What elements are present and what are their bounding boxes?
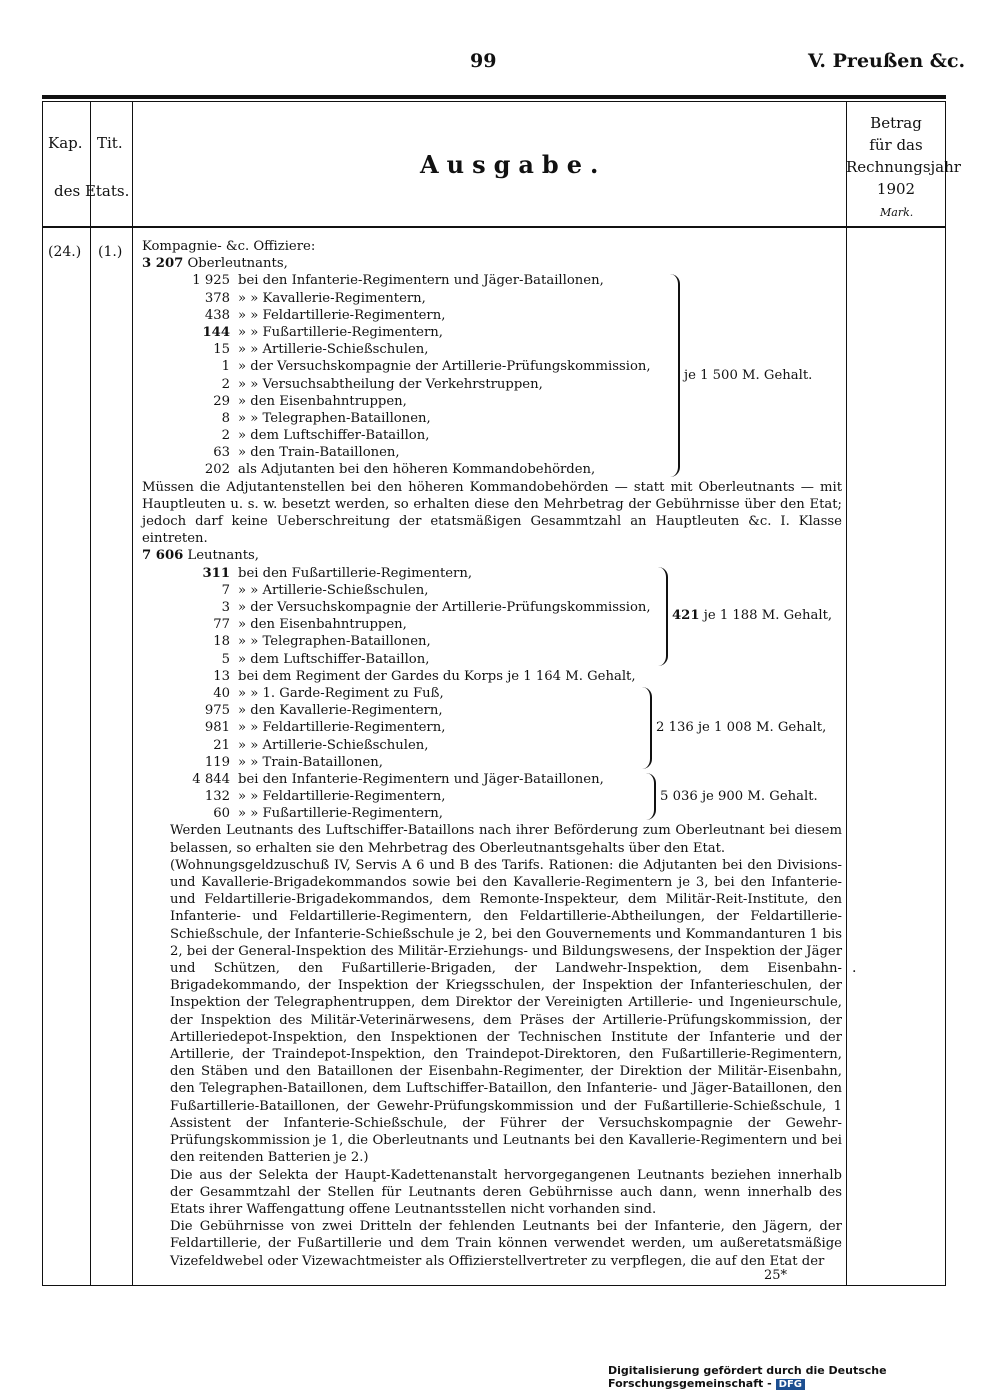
list-item [142, 410, 842, 427]
count: 40 [213, 685, 230, 701]
amount-header [846, 112, 961, 200]
top-rule [42, 95, 946, 99]
count: 29 [213, 393, 230, 409]
leutnants-group-3 [142, 771, 842, 823]
brace [642, 687, 652, 769]
count: 438 [204, 307, 230, 323]
pay-rate [656, 719, 826, 736]
right-border [945, 101, 946, 1286]
item-text: » » Artillerie-Schießschulen, [238, 737, 429, 753]
count: 144 [202, 324, 230, 340]
item-text: bei den Infanterie-Regimentern und Jäger-Bataillonen, [238, 771, 604, 787]
item-text: » » Fußartillerie-Regimentern, [238, 324, 443, 340]
count: 311 [202, 565, 230, 581]
item-text: » » Telegraphen-Bataillonen, [238, 634, 431, 650]
list-item [142, 444, 842, 461]
item-text: » den Eisenbahntruppen, [238, 393, 407, 409]
count: 7 [221, 582, 230, 598]
count: 60 [213, 806, 230, 822]
count: 378 [204, 290, 230, 306]
oberleutnants-list [142, 272, 842, 478]
margin-mark: . [852, 960, 857, 976]
list-item [142, 685, 842, 702]
kap-divider [90, 101, 91, 1286]
oberleutnants-heading [142, 255, 842, 272]
item-text: » den Train-Bataillonen, [238, 445, 400, 461]
paragraph: Die aus der Selekta der Haupt-Kadettenanstalt hervorgegangenen Leutnants beziehen innerhalb der Gesammtzahl der Stellen für Leutnants deren Gebührnisse auch dann, wenn innerhalb des Etats ihrer Waffengattung offene Leutnantsstellen nicht vorhanden sind. [170, 1167, 842, 1217]
leutnants-total: 7 606 [142, 548, 184, 564]
pay-rate [672, 607, 832, 624]
item-text: bei den Fußartillerie-Regimentern, [238, 565, 473, 581]
item-text: » » Feldartillerie-Regimentern, [238, 789, 446, 805]
item-text: » » Feldartillerie-Regimentern, [238, 720, 446, 736]
amount-divider [846, 101, 847, 1286]
count: 21 [213, 737, 230, 753]
count: 3 [221, 600, 230, 615]
item-text: » dem Luftschiffer-Bataillon, [238, 651, 430, 667]
list-item [142, 461, 842, 478]
item-text: » » Artillerie-Schießschulen, [238, 582, 429, 598]
list-item [142, 307, 842, 324]
item-text: » » Telegraphen-Bataillonen, [238, 410, 431, 426]
count: 975 [204, 703, 230, 719]
list-item [142, 272, 842, 289]
count: 63 [213, 445, 230, 461]
item-text: » » Versuchsabtheilung der Verkehrstruppen, [238, 376, 543, 392]
tit-header: Tit. [97, 134, 123, 152]
item-text: » » 1. Garde-Regiment zu Fuß, [238, 685, 444, 701]
oberleutnants-total: 3 207 [142, 256, 184, 272]
paragraph: Die Gebührnisse von zwei Dritteln der fehlenden Leutnants bei der Infanterie, den Jägern, der Feldartillerie, der Fußartillerie und dem Train können verwendet werden, um außeretatsmäßige Vizefeldwebel oder Vizewachtmeister als Offizierstellvertreter zu verpflegen, die auf den Etat der [170, 1219, 842, 1269]
brace [670, 274, 680, 476]
garde-line [142, 668, 842, 685]
item-text: bei den Infanterie-Regimentern und Jäger-Bataillonen, [238, 273, 604, 289]
item-text: » dem Luftschiffer-Bataillon, [238, 428, 430, 444]
row-tit: (1.) [98, 244, 123, 260]
item-text: als Adjutanten bei den höheren Kommandobehörden, [238, 462, 596, 478]
pay-text: je 1 500 M. Gehalt. [684, 367, 813, 383]
amount-header-line: Betrag [870, 114, 922, 132]
item-text: » » Kavallerie-Regimentern, [238, 290, 426, 306]
list-item [142, 427, 842, 444]
tit-divider [132, 101, 133, 1286]
list-item [142, 633, 842, 650]
count: 15 [213, 342, 230, 358]
item-text: » den Kavallerie-Regimentern, [238, 703, 443, 719]
top-rule-thin [42, 101, 946, 102]
leutnants-group-1 [142, 565, 842, 668]
amount-header-line: Rechnungsjahr [846, 158, 961, 176]
oberleutnants-note: Müssen die Adjutantenstellen bei den höheren Kommandobehörden — statt mit Oberleutnants — mit Hauptleuten u. s. w. besetzt werden, so erhalten diese den Mehrbetrag der Gebührnisse über den Etat; jedoch darf keine Ueberschreitung der etatsmäßigen Gesammtzahl an Hauptleuten &c. I. Klasse eintreten. [142, 479, 842, 547]
count: 5 [221, 651, 230, 667]
signature-mark: 25* [764, 1268, 788, 1283]
pay-text: 5 036 je 900 M. Gehalt. [660, 788, 818, 804]
des-etats-header: des Etats. [54, 182, 130, 200]
column-title: Ausgabe. [420, 150, 607, 179]
leutnants-label: Leutnants, [187, 548, 259, 564]
list-item [142, 582, 842, 599]
count: 981 [204, 720, 230, 736]
count: 202 [204, 462, 230, 478]
list-item [142, 737, 842, 754]
leutnants-group-2 [142, 685, 842, 771]
count: 119 [204, 754, 230, 770]
list-item [142, 290, 842, 307]
list-item [142, 702, 842, 719]
group-sum: 421 [672, 608, 700, 624]
page-number: 99 [470, 50, 497, 72]
pay-rate [660, 788, 818, 805]
list-item [142, 651, 842, 668]
amount-header-line: 1902 [876, 180, 916, 198]
brace [658, 567, 668, 666]
count: 132 [204, 789, 230, 805]
unit-label: Mark. [880, 206, 914, 219]
list-item [142, 393, 842, 410]
kap-header: Kap. [48, 134, 83, 152]
left-border [42, 101, 43, 1286]
count: 1 [221, 359, 230, 375]
paragraph: Werden Leutnants des Luftschiffer-Bataillons nach ihrer Beförderung zum Oberleutnant bei diesem belassen, so erhalten sie den Mehrbetrag des Oberleutnantsgehalts über den Etat. [170, 823, 842, 856]
list-item [142, 565, 842, 582]
bottom-rule [42, 1285, 946, 1286]
count: 13 [213, 668, 230, 684]
garde-text: bei dem Regiment der Gardes du Korps je 1 164 M. Gehalt, [238, 668, 636, 684]
list-item [142, 805, 842, 822]
list-item [142, 754, 842, 771]
amount-header-line: für das [869, 136, 923, 154]
list-item [142, 341, 842, 358]
header-rule [42, 226, 946, 228]
brace [646, 773, 656, 821]
row-kap: (24.) [48, 244, 82, 260]
item-text: » den Eisenbahntruppen, [238, 617, 407, 633]
count: 77 [213, 617, 230, 633]
item-text: » » Feldartillerie-Regimentern, [238, 307, 446, 323]
section-title: Kompagnie- &c. Offiziere: [142, 239, 316, 254]
count: 2 [221, 376, 230, 392]
list-item [142, 324, 842, 341]
count: 1 925 [192, 273, 230, 289]
dfg-footer-text: Digitalisierung gefördert durch die Deutsche Forschungsgemeinschaft - [608, 1364, 887, 1390]
count: 4 844 [192, 771, 230, 787]
pay-text: je 1 188 M. Gehalt, [703, 608, 833, 624]
item-text: » » Fußartillerie-Regimentern, [238, 806, 443, 822]
item-text: » » Artillerie-Schießschulen, [238, 342, 429, 358]
count: 8 [221, 410, 230, 426]
oberleutnants-label: Oberleutnants, [187, 256, 288, 272]
pay-text: 2 136 je 1 008 M. Gehalt, [656, 719, 827, 735]
item-text: » der Versuchskompagnie der Artillerie-Prüfungskommission, [238, 600, 651, 615]
dfg-footer [608, 1364, 1000, 1390]
count: 2 [221, 428, 230, 444]
budget-body [142, 238, 842, 1270]
running-head: V. Preußen &c. [808, 50, 966, 72]
item-text: » » Train-Bataillonen, [238, 754, 383, 770]
count: 18 [213, 634, 230, 650]
leutnants-heading [142, 547, 842, 564]
dfg-logo: DFG [776, 1379, 805, 1390]
pay-rate [684, 367, 812, 384]
item-text: » der Versuchskompagnie der Artillerie-Prüfungskommission, [238, 359, 651, 375]
paragraph: (Wohnungsgeldzuschuß IV, Servis A 6 und B des Tarifs. Rationen: die Adjutanten bei den Divisions- und Kavallerie-Brigadekommandos sowie bei den Kavallerie-Regimentern je 3, bei den Infanterie- und Feldartillerie-Brigadekommandos, dem Remonte-Inspekteur, dem Militär-Reit-Institute, den Infanterie- und Feldartillerie-Regimentern, den Feldartillerie-Abtheilungen, der Feldartillerie-Schießschule, der Infanterie-Schießschule je 2, bei den Gouvernements und Kommandanturen 1 bis 2, bei der General-Inspektion des Militär-Erziehungs- und Bildungswesens, der Inspektion der Jäger und Schützen, den Fußartillerie-Brigaden, der Landwehr-Inspektion, dem Eisenbahn-Brigadekommando, der Inspektion der Kriegsschulen, der Inspektion der Infanterieschulen, der Inspektion der Telegraphentruppen, dem Direktor der Vereinigten Artillerie- und Ingenieurschule, der Inspektion des Militär-Veterinärwesens, dem Präses der Artillerie-Prüfungskommission, der Artilleriedepot-Inspektion, den Inspektionen der Technischen Institute der Infanterie und der Artillerie, der Traindepot-Inspektion, den Traindepot-Direktoren, den Fußartillerie-Regimentern, den Stäben und den Bataillonen der Eisenbahn-Regimenter, der Direktion der Militär-Eisenbahn, den Telegraphen-Bataillonen, dem Luftschiffer-Bataillon, den Infanterie- und Jäger-Bataillonen, den Fußartillerie-Bataillonen, der Gewehr-Prüfungskommission und der Fußartillerie-Schießschule, 1 Assistent der Infanterie-Schießschule, der Führer der Versuchskompagnie der Gewehr-Prüfungskommission je 1, die Oberleutnants und Leutnants bei den Kavallerie-Regimentern und bei den reitenden Batterien je 2.) [170, 857, 842, 1166]
list-item [142, 771, 842, 788]
